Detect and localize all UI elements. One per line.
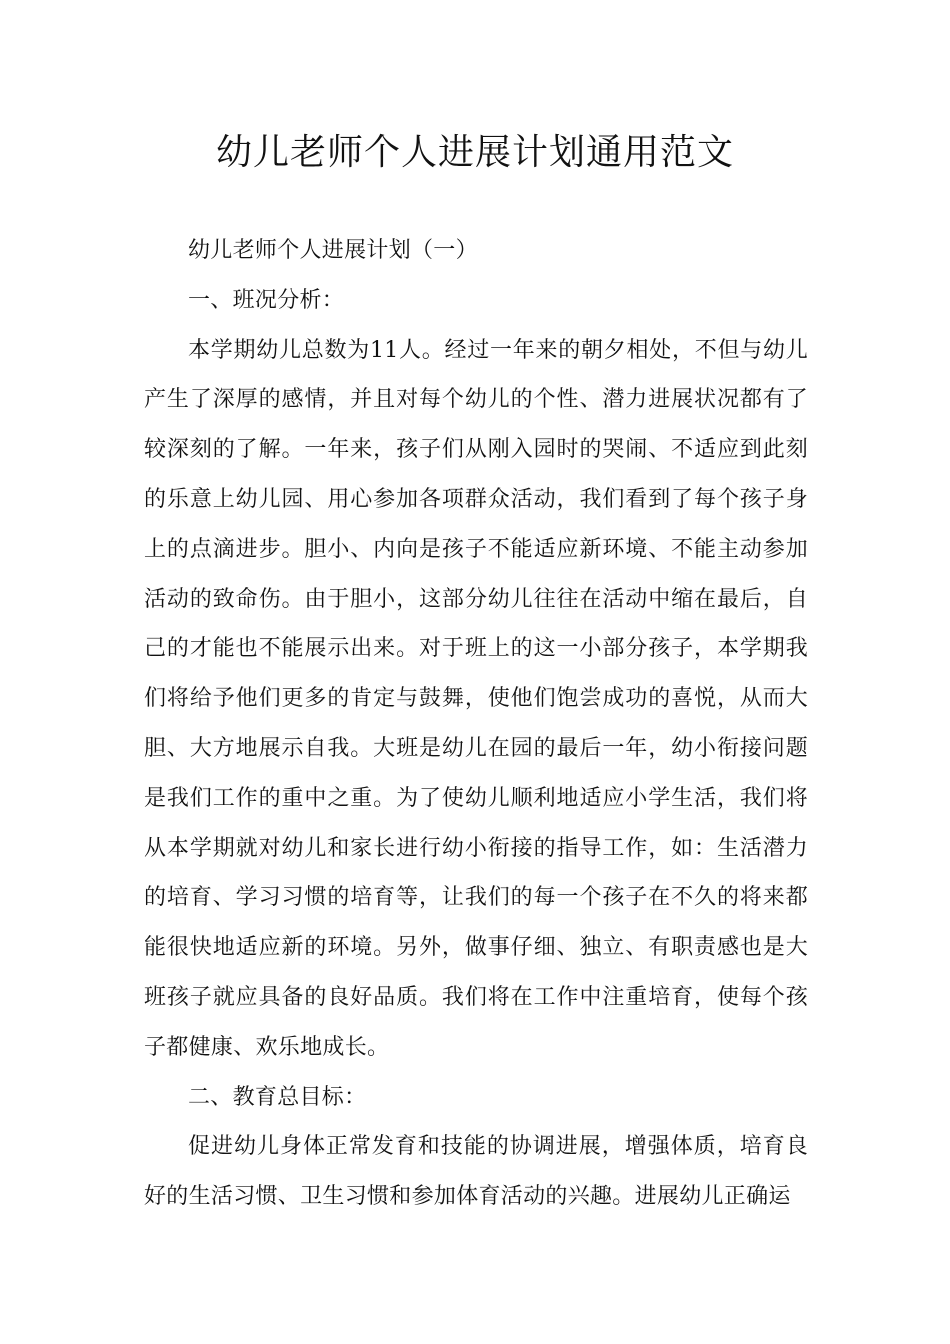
- section-heading-education-goals: 二、教育总目标：: [188, 1084, 367, 1110]
- section-heading-plan-one: 幼儿老师个人进展计划（一）: [188, 238, 478, 263]
- document-body: [144, 226, 808, 1222]
- paragraph-class-analysis: 本学期幼儿总数为11人。经过一年来的朝夕相处，不但与幼儿产生了深厚的感情，并且对每个幼儿的个性、潜力进展状况都有了较深刻的了解。一年来，孩子们从刚入园时的哭闹、不适应到此刻的乐意上幼儿园、用心参加各项群众活动，我们看到了每个孩子身上的点滴进步。胆小、内向是孩子不能适应新环境、不能主动参加活动的致命伤。由于胆小，这部分幼儿往往在活动中缩在最后，自己的才能也不能展示出来。对于班上的这一小部分孩子，本学期我们将给予他们更多的肯定与鼓舞，使他们饱尝成功的喜悦，从而大胆、大方地展示自我。大班是幼儿在园的最后一年，幼小衔接问题是我们工作的重中之重。为了使幼儿顺利地适应小学生活，我们将从本学期就对幼儿和家长进行幼小衔接的指导工作，如：生活潜力的培育、学习习惯的培育等，让我们的每一个孩子在不久的将来都能很快地适应新的环境。另外，做事仔细、独立、有职责感也是大班孩子就应具备的良好品质。我们将在工作中注重培育，使每个孩子都健康、欢乐地成长。: [144, 337, 808, 1060]
- document-title: 幼儿老师个人进展计划通用范文: [215, 132, 734, 173]
- section-heading-class-analysis: 一、班况分析：: [188, 287, 345, 313]
- paragraph-education-goals: 促进幼儿身体正常发育和技能的协调进展，增强体质，培育良好的生活习惯、卫生习惯和参加体育活动的兴趣。进展幼儿正确运: [144, 1134, 808, 1210]
